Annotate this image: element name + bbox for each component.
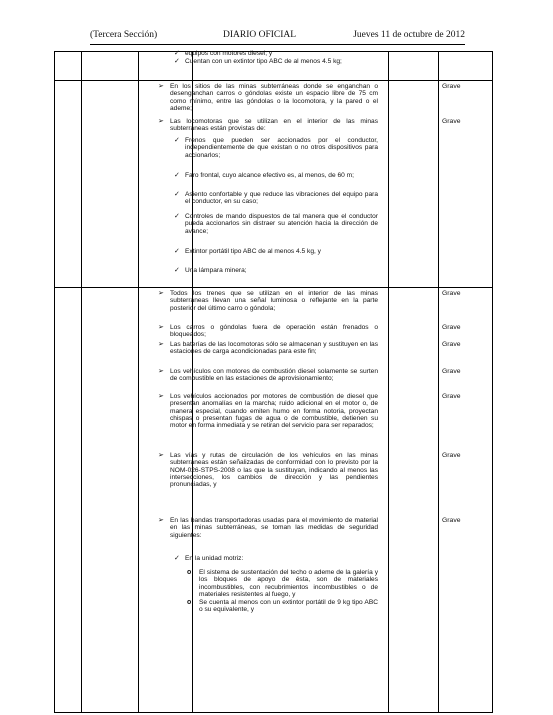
arrow-bullet-icon: ➢ [158,118,164,125]
severity-label: Grave [442,452,461,459]
requirement-text: Los vehículos accionados por motores de combustión de diesel que presentan anomalías en la marcha; ruido adicional en el motor o, de manera especial, cuando emiten humo en forma notoria, proyectan chispas o presentan fugas de agua o de combustible, detienen su motor en forma inmediata y se retiran del servicio para ser reparados; [170,393,378,430]
requirement-text: En las bandas transportadoras usadas para el movimiento de material en las minas subterráneas, se toman las medidas de seguridad siguientes: [170,517,378,539]
circle-bullet-icon: o [187,599,192,606]
severity-label: Grave [442,341,461,348]
severity-label: Grave [442,393,461,400]
checkmark-bullet-icon: ✓ [174,213,180,220]
requirement-text: Extintor portátil tipo ABC de al menos 4.5 kg, y [185,248,321,255]
requirement-text: Controles de mando dispuestos de tal manera que el conductor pueda accionarlos sin distraer su atención hacia la dirección de avance; [185,213,378,235]
severity-label: Grave [442,83,461,90]
arrow-bullet-icon: ➢ [158,393,164,400]
table-row [54,80,493,288]
arrow-bullet-icon: ➢ [158,324,164,331]
requirement-text: Una lámpara minera; [185,267,247,274]
requirement-text: El sistema de sustentación del techo o ademe de la galería y los bloques de apoyo de ésta, son de materiales incombustibles, con recubrimientos incombustibles o de materiales resistentes al fuego, y [199,569,378,599]
publication-date: Jueves 11 de octubre de 2012 [353,30,465,40]
arrow-bullet-icon: ➢ [158,368,164,375]
circle-bullet-icon: o [187,569,192,576]
requirement-text: En la unidad motriz: [185,555,244,562]
arrow-bullet-icon: ➢ [158,83,164,90]
table-row [54,287,493,713]
checkmark-bullet-icon: ✓ [174,248,180,255]
column-divider [138,52,139,80]
checkmark-bullet-icon: ✓ [174,172,180,179]
column-divider [438,81,439,287]
severity-label: Grave [442,517,461,524]
requirement-text: Faro frontal, cuyo alcance efectivo es, al menos, de 60 m; [185,172,354,179]
requirement-text: Asiento confortable y que reduce las vibraciones del equipo para el conductor, en su caso; [185,191,378,206]
header-rule [90,44,465,45]
column-divider [388,81,389,287]
column-divider [138,81,139,287]
requirement-text: Se cuenta al menos con un extintor portátil de 9 kg tipo ABC o su equivalente, y [199,599,378,614]
column-divider [438,288,439,712]
publication-name: DIARIO OFICIAL [223,30,297,40]
column-divider [81,52,82,80]
requirement-text: En los sitios de las minas subterráneas donde se enganchan o desenganchan carros o góndolas existe un espacio libre de 75 cm como mínimo, entre las góndolas o la locomotora, y la pared o el ademe; [170,83,378,113]
column-divider [81,288,82,712]
checkmark-bullet-icon: ✓ [174,555,180,562]
arrow-bullet-icon: ➢ [158,290,164,297]
arrow-bullet-icon: ➢ [158,517,164,524]
checkmark-bullet-icon: ✓ [174,191,180,198]
severity-label: Grave [442,324,461,331]
column-divider [138,288,139,712]
requirement-text: Las vías y rutas de circulación de los vehículos en las minas subterráneas están señalizadas de conformidad con lo previsto por la NOM-026-STPS-2008 o las que la sustituyan, indicando al menos las intersecciones, los cambios de dirección y las pendientes pronunciadas, y [170,452,378,489]
severity-label: Grave [442,290,461,297]
requirement-text: Los carros o góndolas fuera de operación están frenados o bloqueados; [170,324,378,339]
arrow-bullet-icon: ➢ [158,341,164,348]
checkmark-bullet-icon: ✓ [174,137,180,144]
page-header [90,30,465,42]
requirement-text: Frenos que pueden ser accionados por el conductor, independientemente de que existan o no otros dispositivos para accionarlos; [185,137,378,159]
requirement-text: Cuentan con un extintor tipo ABC de al menos 4.5 kg; [185,58,342,65]
column-divider [388,52,389,80]
requirement-text: Todos los trenes que se utilizan en el interior de las minas subterráneas llevan una señal luminosa o reflejante en la parte posterior del último carro o góndola; [170,290,378,312]
section-label: (Tercera Sección) [90,30,158,40]
severity-label: Grave [442,118,461,125]
checkmark-bullet-icon: ✓ [174,58,180,65]
requirement-text: Los vehículos con motores de combustión diesel solamente se surten de combustible en las estaciones de aprovisionamiento; [170,368,378,383]
arrow-bullet-icon: ➢ [158,452,164,459]
table-row [54,51,493,81]
requirement-text: equipos con motores diesel; y [185,50,273,57]
column-divider [388,288,389,712]
requirement-text: Las baterías de las locomotoras sólo se almacenan y sustituyen en las estaciones de carga acondicionadas para este fin; [170,341,378,356]
checkmark-bullet-icon: ✓ [174,267,180,274]
column-divider [438,52,439,80]
checkmark-bullet-icon: ✓ [174,50,180,57]
requirement-text: Las locomotoras que se utilizan en el interior de las minas subterráneas están provistas de: [170,118,378,133]
column-divider [81,81,82,287]
severity-label: Grave [442,368,461,375]
